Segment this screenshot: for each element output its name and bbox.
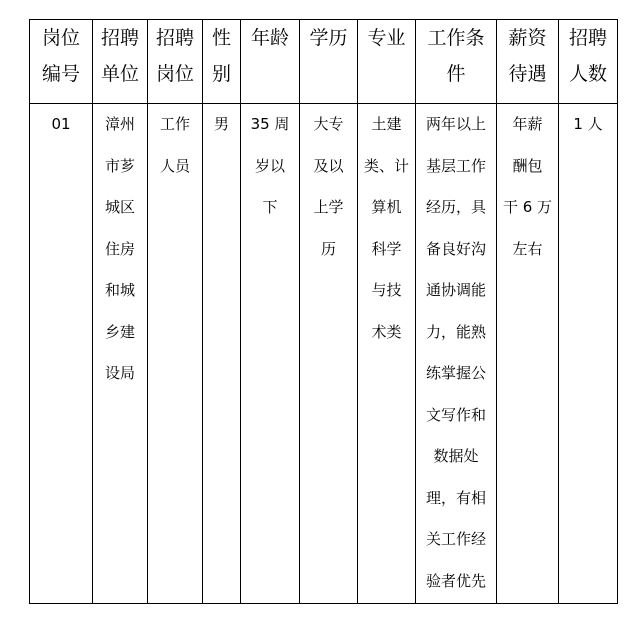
header-unit: 招聘 单位: [93, 20, 148, 104]
cell-post-no: 01: [30, 104, 93, 604]
header-major: 专业: [358, 20, 416, 104]
header-gender: 性 别: [203, 20, 241, 104]
cell-education: 大专 及以 上学 历: [300, 104, 358, 604]
header-position: 招聘 岗位: [148, 20, 203, 104]
cell-age: 35 周 岁以 下: [241, 104, 300, 604]
header-post-no: 岗位 编号: [30, 20, 93, 104]
recruitment-table: [29, 19, 618, 604]
cell-salary: 年薪 酬包 干 6 万 左右: [497, 104, 559, 604]
header-row: [30, 20, 618, 104]
cell-unit: 漳州 市芗 城区 住房 和城 乡建 设局: [93, 104, 148, 604]
header-education: 学历: [300, 20, 358, 104]
header-count: 招聘 人数: [559, 20, 618, 104]
header-age: 年龄: [241, 20, 300, 104]
table-row: [30, 104, 618, 604]
header-conditions: 工作条 件: [416, 20, 497, 104]
cell-count: 1 人: [559, 104, 618, 604]
cell-major: 土建 类、计 算机 科学 与技 术类: [358, 104, 416, 604]
cell-position: 工作 人员: [148, 104, 203, 604]
cell-gender: 男: [203, 104, 241, 604]
header-salary: 薪资 待遇: [497, 20, 559, 104]
cell-conditions: 两年以上 基层工作 经历，具 备良好沟 通协调能 力，能熟 练掌握公 文写作和 数据处 理，有相 关工作经 验者优先: [416, 104, 497, 604]
